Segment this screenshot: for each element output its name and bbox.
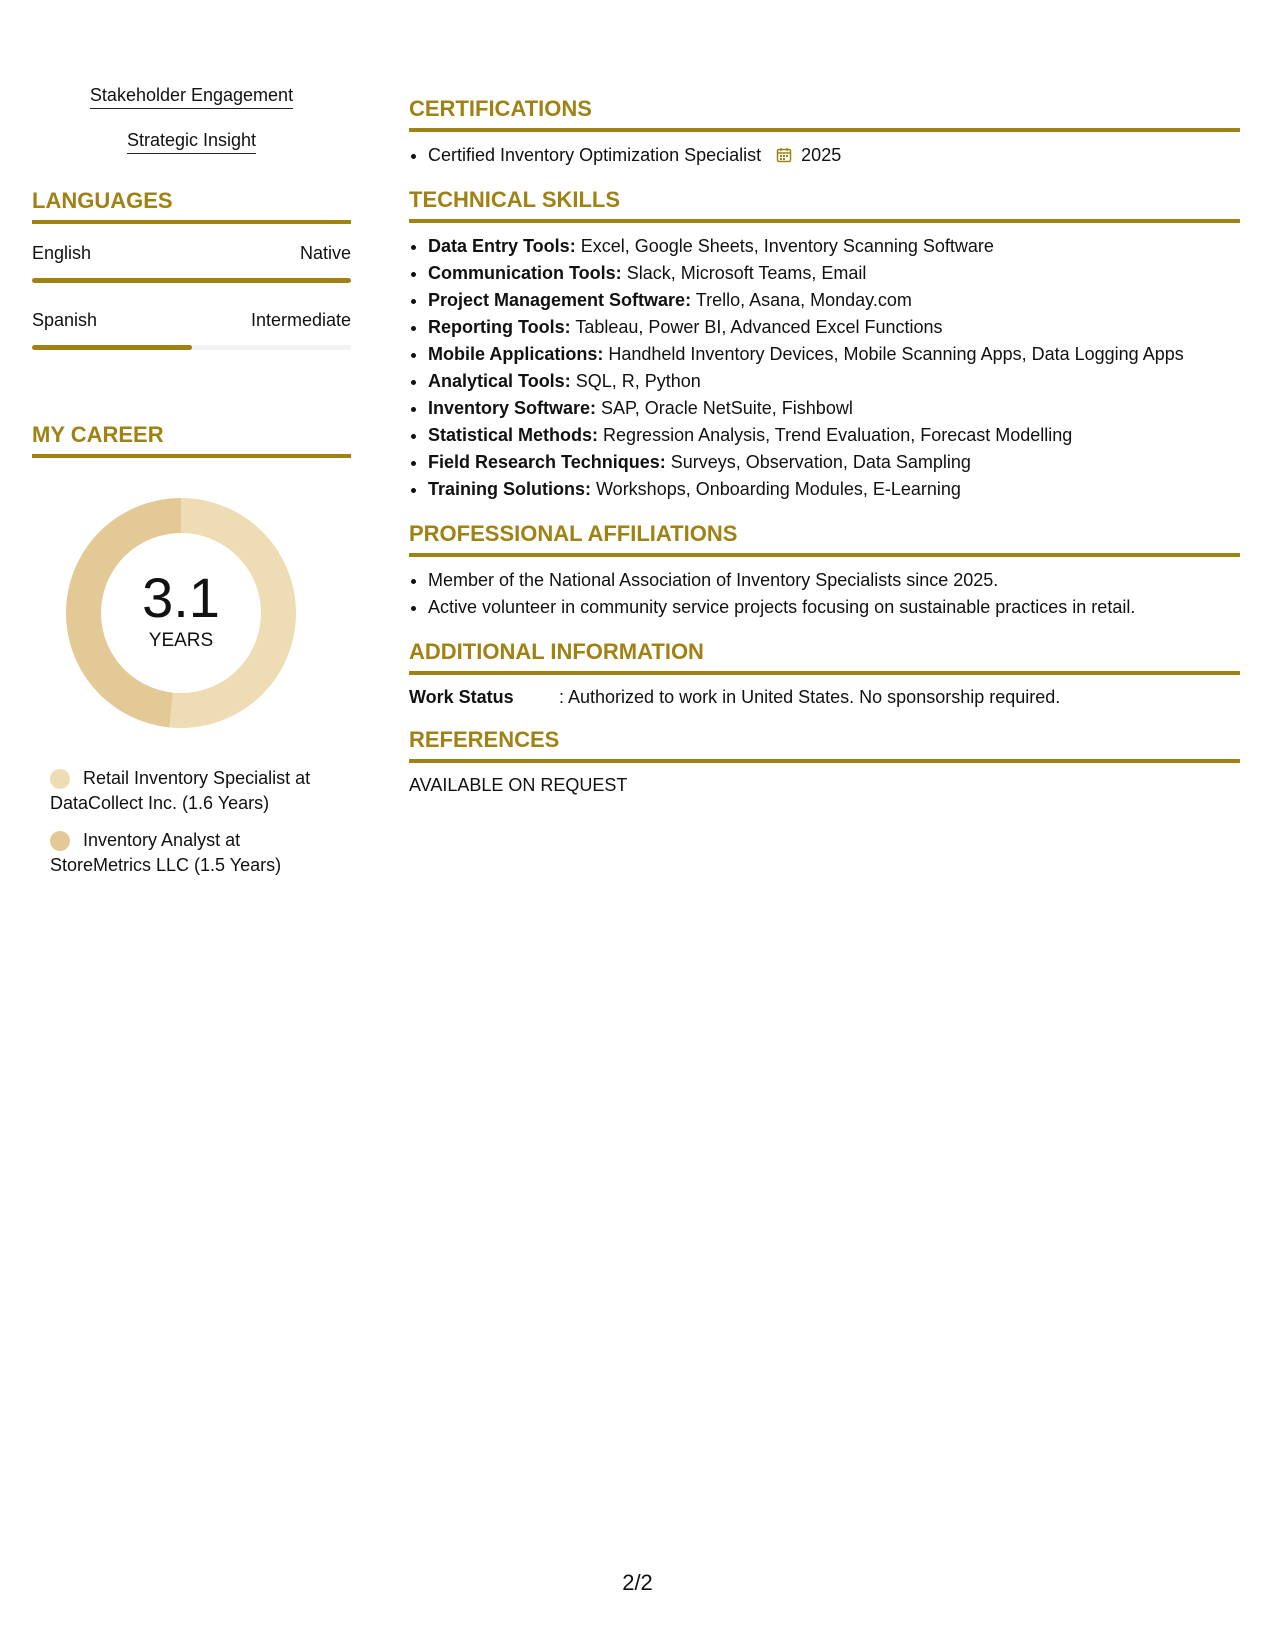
skill-item [428,341,1240,368]
certification-name: Certified Inventory Optimization Specialist [428,145,762,165]
language-proficiency-bar [32,278,351,283]
legend-item [50,766,330,816]
language-spanish [32,309,351,350]
skill-label: Training Solutions: [428,479,591,499]
career-heading: MY CAREER [32,422,351,458]
legend-label: Inventory Analyst at StoreMetrics LLC (1.5 Years) [50,830,282,875]
skill-label: Field Research Techniques: [428,452,666,472]
skill-item [428,422,1240,449]
certifications-heading: CERTIFICATIONS [409,96,1240,132]
certification-item [428,142,1240,169]
career-total-years: 3.1 [142,566,220,629]
skill-value: SAP, Oracle NetSuite, Fishbowl [601,398,853,418]
skill-label: Mobile Applications: [428,344,604,364]
language-english [32,242,351,283]
references-text: AVAILABLE ON REQUEST [409,775,628,795]
career-total-unit: YEARS [148,630,214,651]
skill-label: Communication Tools: [428,263,622,283]
strength-item: Stakeholder Engagement [90,84,293,109]
certification-year: 2025 [801,145,842,165]
skill-item [428,449,1240,476]
skill-label: Inventory Software: [428,398,597,418]
career-donut-chart [66,498,296,728]
skill-item [428,314,1240,341]
work-status-value: : Authorized to work in United States. No sponsorship required. [559,687,1061,707]
skill-label: Data Entry Tools: [428,236,576,256]
career-legend [50,766,330,878]
affiliations-section [409,521,1240,621]
references-heading: REFERENCES [409,727,1240,763]
references-section [409,727,1240,797]
legend-label: Retail Inventory Specialist at DataCollect Inc. (1.6 Years) [50,768,311,813]
skill-label: Analytical Tools: [428,371,571,391]
skill-item [428,260,1240,287]
affiliations-heading: PROFESSIONAL AFFILIATIONS [409,521,1240,557]
right-column [409,96,1240,815]
skill-value: Slack, Microsoft Teams, Email [626,263,867,283]
skill-item [428,368,1240,395]
skill-value: SQL, R, Python [575,371,701,391]
skill-item [428,287,1240,314]
skill-value: Excel, Google Sheets, Inventory Scanning Software [580,236,994,256]
technical-skills-section [409,187,1240,503]
additional-info-section [409,639,1240,709]
strengths-list [32,84,351,154]
skill-item [428,476,1240,503]
skill-label: Statistical Methods: [428,425,599,445]
skill-label: Project Management Software: [428,290,692,310]
language-proficiency-fill [32,345,192,350]
language-proficiency-bar [32,345,351,350]
work-status-row [409,685,1240,709]
legend-item [50,828,330,878]
skill-value: Surveys, Observation, Data Sampling [670,452,971,472]
skill-value: Trello, Asana, Monday.com [695,290,912,310]
page-number: 2/2 [622,1570,653,1595]
strength-item: Strategic Insight [127,129,256,154]
legend-color-dot [50,769,70,789]
language-proficiency-fill [32,278,351,283]
work-status-label: Work Status [409,687,514,707]
skill-item [428,395,1240,422]
language-level: Native [299,243,351,263]
language-name: English [32,243,92,263]
skill-value: Handheld Inventory Devices, Mobile Scanning Apps, Data Logging Apps [608,344,1184,364]
skill-item [428,233,1240,260]
affiliation-item: • Active volunteer in community service projects focusing on sustainable practices in retail. [428,594,1240,621]
certifications-section [409,96,1240,169]
calendar-icon [776,147,792,163]
skill-label: Reporting Tools: [428,317,571,337]
additional-info-heading: ADDITIONAL INFORMATION [409,639,1240,675]
left-column [32,84,351,890]
skill-value: Regression Analysis, Trend Evaluation, Forecast Modelling [603,425,1073,445]
technical-skills-heading: TECHNICAL SKILLS [409,187,1240,223]
language-name: Spanish [32,310,98,330]
skill-value: Tableau, Power BI, Advanced Excel Functions [575,317,943,337]
languages-heading: LANGUAGES [32,188,351,224]
language-level: Intermediate [250,310,351,330]
affiliation-item: • Member of the National Association of Inventory Specialists since 2025. [428,567,1240,594]
legend-color-dot [50,831,70,851]
skill-value: Workshops, Onboarding Modules, E-Learning [596,479,961,499]
